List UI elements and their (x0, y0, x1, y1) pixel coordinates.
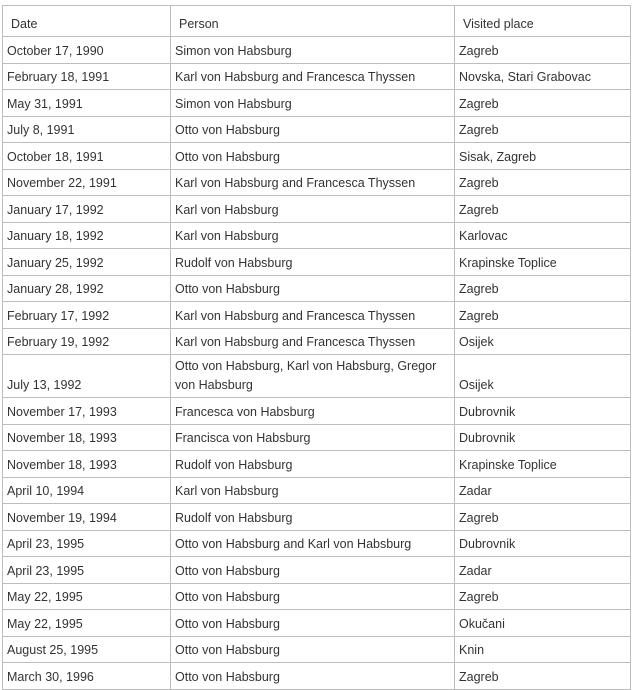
place-cell: Zadar (455, 557, 631, 584)
person-cell: Karl von Habsburg and Francesca Thyssen (171, 302, 455, 329)
person-cell: Karl von Habsburg (171, 196, 455, 223)
place-cell: Zadar (455, 477, 631, 504)
person-cell: Otto von Habsburg, Karl von Habsburg, Gregor von Habsburg (171, 355, 455, 398)
table-row (3, 530, 631, 557)
date-cell: May 22, 1995 (3, 610, 171, 637)
header-person: Person (171, 6, 455, 37)
date-cell: November 17, 1993 (3, 398, 171, 425)
person-cell: Otto von Habsburg (171, 583, 455, 610)
date-cell: January 18, 1992 (3, 222, 171, 249)
person-cell: Karl von Habsburg (171, 222, 455, 249)
person-cell: Karl von Habsburg (171, 477, 455, 504)
place-cell: Osijek (455, 328, 631, 355)
date-cell: April 10, 1994 (3, 477, 171, 504)
person-cell: Francisca von Habsburg (171, 424, 455, 451)
place-cell: Krapinske Toplice (455, 451, 631, 478)
table-row (3, 196, 631, 223)
place-cell: Dubrovnik (455, 424, 631, 451)
date-cell: February 19, 1992 (3, 328, 171, 355)
person-cell: Otto von Habsburg (171, 636, 455, 663)
person-cell: Otto von Habsburg (171, 275, 455, 302)
date-cell: April 23, 1995 (3, 557, 171, 584)
header-row (3, 6, 631, 37)
date-cell: February 17, 1992 (3, 302, 171, 329)
header-date: Date (3, 6, 171, 37)
person-cell: Otto von Habsburg (171, 143, 455, 170)
table-row (3, 663, 631, 690)
place-cell: Osijek (455, 355, 631, 398)
person-cell: Otto von Habsburg (171, 610, 455, 637)
place-cell: Zagreb (455, 663, 631, 690)
date-cell: November 22, 1991 (3, 169, 171, 196)
date-cell: January 17, 1992 (3, 196, 171, 223)
date-cell: November 18, 1993 (3, 451, 171, 478)
person-cell: Karl von Habsburg and Francesca Thyssen (171, 328, 455, 355)
date-cell: January 25, 1992 (3, 249, 171, 276)
person-cell: Simon von Habsburg (171, 90, 455, 117)
table-row (3, 583, 631, 610)
date-cell: July 13, 1992 (3, 355, 171, 398)
table-row (3, 328, 631, 355)
place-cell: Zagreb (455, 302, 631, 329)
table-row (3, 398, 631, 425)
place-cell: Dubrovnik (455, 398, 631, 425)
person-cell: Karl von Habsburg and Francesca Thyssen (171, 63, 455, 90)
date-cell: April 23, 1995 (3, 530, 171, 557)
person-cell: Rudolf von Habsburg (171, 451, 455, 478)
date-cell: August 25, 1995 (3, 636, 171, 663)
place-cell: Zagreb (455, 116, 631, 143)
person-cell: Karl von Habsburg and Francesca Thyssen (171, 169, 455, 196)
place-cell: Novska, Stari Grabovac (455, 63, 631, 90)
date-cell: January 28, 1992 (3, 275, 171, 302)
place-cell: Zagreb (455, 275, 631, 302)
table-body (3, 37, 631, 690)
place-cell: Karlovac (455, 222, 631, 249)
table-row (3, 275, 631, 302)
date-cell: November 18, 1993 (3, 424, 171, 451)
date-cell: May 31, 1991 (3, 90, 171, 117)
table-row (3, 249, 631, 276)
place-cell: Sisak, Zagreb (455, 143, 631, 170)
person-cell: Otto von Habsburg (171, 116, 455, 143)
date-cell: March 30, 1996 (3, 663, 171, 690)
date-cell: May 22, 1995 (3, 583, 171, 610)
date-cell: October 17, 1990 (3, 37, 171, 64)
table-row (3, 116, 631, 143)
person-cell: Rudolf von Habsburg (171, 504, 455, 531)
table-row (3, 477, 631, 504)
place-cell: Zagreb (455, 90, 631, 117)
table-row (3, 169, 631, 196)
table-row (3, 302, 631, 329)
place-cell: Knin (455, 636, 631, 663)
place-cell: Zagreb (455, 504, 631, 531)
table-row (3, 63, 631, 90)
table-row (3, 222, 631, 249)
date-cell: October 18, 1991 (3, 143, 171, 170)
table-row (3, 610, 631, 637)
visits-table (2, 5, 631, 690)
table-row (3, 355, 631, 398)
table-row (3, 557, 631, 584)
table-row (3, 90, 631, 117)
table-row (3, 424, 631, 451)
person-cell: Otto von Habsburg and Karl von Habsburg (171, 530, 455, 557)
table-row (3, 504, 631, 531)
date-cell: February 18, 1991 (3, 63, 171, 90)
table-row (3, 636, 631, 663)
place-cell: Zagreb (455, 583, 631, 610)
place-cell: Zagreb (455, 169, 631, 196)
place-cell: Okučani (455, 610, 631, 637)
date-cell: November 19, 1994 (3, 504, 171, 531)
place-cell: Krapinske Toplice (455, 249, 631, 276)
place-cell: Zagreb (455, 196, 631, 223)
place-cell: Zagreb (455, 37, 631, 64)
header-visited-place: Visited place (455, 6, 631, 37)
place-cell: Dubrovnik (455, 530, 631, 557)
table-row (3, 451, 631, 478)
person-cell: Otto von Habsburg (171, 663, 455, 690)
person-cell: Francesca von Habsburg (171, 398, 455, 425)
person-cell: Simon von Habsburg (171, 37, 455, 64)
table-row (3, 37, 631, 64)
table-row (3, 143, 631, 170)
date-cell: July 8, 1991 (3, 116, 171, 143)
person-cell: Otto von Habsburg (171, 557, 455, 584)
person-cell: Rudolf von Habsburg (171, 249, 455, 276)
